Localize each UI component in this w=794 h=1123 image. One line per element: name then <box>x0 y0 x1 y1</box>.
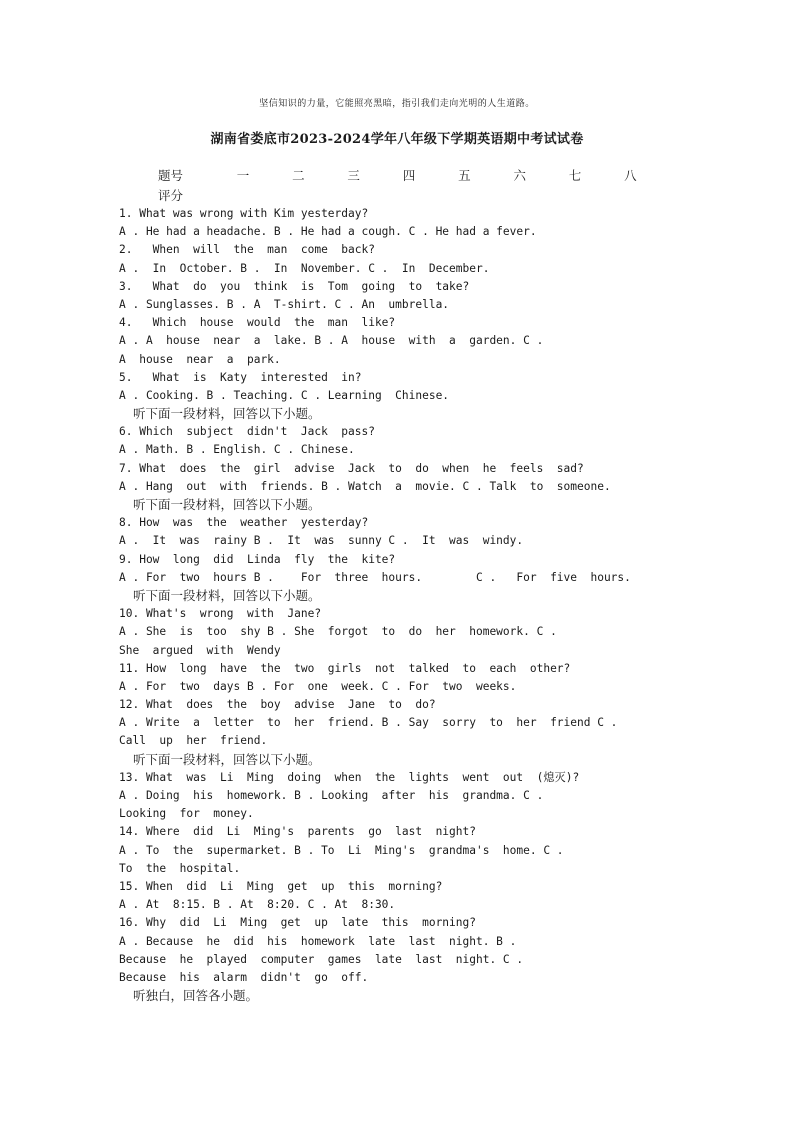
question-line: Call up her friend. <box>119 734 268 748</box>
score-column: 八 <box>624 168 637 183</box>
question-line: 1. What was wrong with Kim yesterday? <box>119 207 369 220</box>
question-line: 13. What was Li Ming doing when the lights went out (熄灭)? <box>119 770 580 784</box>
question-line: 16. Why did Li Ming get up late this morning? <box>119 916 476 930</box>
question-line: A . Cooking. B . Teaching. C . Learning Chinese. <box>119 388 450 402</box>
score-column: 三 <box>347 168 360 183</box>
question-line: A . To the supermarket. B . To Li Ming's grandma's home. C . <box>119 843 564 857</box>
score-column: 七 <box>568 168 582 183</box>
question-line: 7. What does the girl advise Jack to do when he feels sad? <box>119 461 584 475</box>
question-line: A . Math. B . English. C . Chinese. <box>119 443 355 457</box>
question-line: A . Write a letter to her friend. B . Say sorry to her friend C . <box>119 716 618 730</box>
question-line: Because he played computer games late last night. C . <box>119 952 524 966</box>
question-line: 6. Which subject didn't Jack pass? <box>119 425 375 439</box>
question-line: To the hospital. <box>119 861 241 875</box>
score-column: 一 <box>236 168 250 183</box>
score-table <box>158 165 658 205</box>
header-note: 坚信知识的力量，它能照亮黑暗，指引我们走向光明的人生道路。 <box>259 99 535 109</box>
question-line: A . Doing his homework. B . Looking after his grandma. C . <box>119 789 544 802</box>
score-column: 五 <box>458 168 471 183</box>
question-line: 15. When did Li Ming get up this morning? <box>119 879 443 893</box>
question-line: 10. What's wrong with Jane? <box>119 607 322 621</box>
score-row-score <box>158 185 658 205</box>
question-line: A . He had a headache. B . He had a cough. C . He had a fever. <box>119 225 537 239</box>
question-line: A . It was rainy B . It was sunny C . It was windy. <box>119 534 524 548</box>
score-row-label: 题号 <box>158 168 184 183</box>
question-line: A . At 8:15. B . At 8:20. C . At 8:30. <box>119 898 396 912</box>
question-line: 8. How was the weather yesterday? <box>119 516 369 530</box>
question-line: 14. Where did Li Ming's parents go last night? <box>119 825 476 839</box>
score-row-number <box>158 165 658 185</box>
section-instruction: 听下面一段材料，回答以下小题。 <box>133 751 321 767</box>
question-line: A . A house near a lake. B . A house with a garden. C . <box>119 334 544 348</box>
question-list <box>119 205 679 1005</box>
score-column: 二 <box>292 168 305 183</box>
question-line: 12. What does the boy advise Jane to do? <box>119 698 436 712</box>
score-row-label: 评分 <box>158 188 184 203</box>
score-column: 四 <box>402 168 416 183</box>
question-line: A . She is too shy B . She forgot to do her homework. C . <box>119 625 557 639</box>
question-line: A . Because he did his homework late last night. B . <box>119 934 517 948</box>
question-line: A . For two hours B . For three hours. C . For five hours. <box>119 570 631 584</box>
question-line: A . For two days B . For one week. C . For two weeks. <box>119 679 517 693</box>
section-instruction: 听独白，回答各小题。 <box>133 988 259 1004</box>
question-line: 9. How long did Linda fly the kite? <box>119 552 396 566</box>
question-line: Looking for money. <box>119 807 254 821</box>
question-line: 3. What do you think is Tom going to take? <box>119 279 470 293</box>
section-instruction: 听下面一段材料，回答以下小题。 <box>133 587 321 603</box>
score-column: 六 <box>513 168 526 183</box>
question-line: 5. What is Katy interested in? <box>119 370 362 384</box>
question-line: 2. When will the man come back? <box>119 243 375 257</box>
question-line: 4. Which house would the man like? <box>119 316 396 330</box>
question-line: She argued with Wendy <box>119 643 281 657</box>
question-line: 11. How long have the two girls not talked to each other? <box>119 661 571 675</box>
section-instruction: 听下面一段材料，回答以下小题。 <box>133 497 321 512</box>
question-line: A . Sunglasses. B . A T-shirt. C . An umbrella. <box>119 297 450 311</box>
section-instruction: 听下面一段材料，回答以下小题。 <box>133 406 321 422</box>
question-line: A house near a park. <box>119 352 281 366</box>
question-line: Because his alarm didn't go off. <box>119 970 369 984</box>
question-line: A . Hang out with friends. B . Watch a movie. C . Talk to someone. <box>119 479 611 493</box>
question-line: A . In October. B . In November. C . In December. <box>119 261 490 275</box>
page-title: 湖南省娄底市2023-2024学年八年级下学期英语期中考试试卷 <box>210 132 584 147</box>
